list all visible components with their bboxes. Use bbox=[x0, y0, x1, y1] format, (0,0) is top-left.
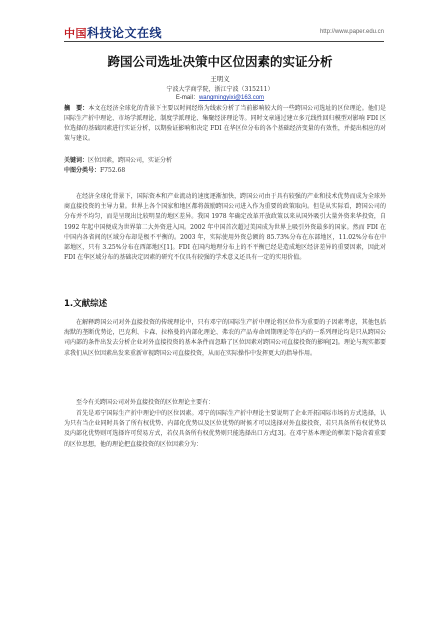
abstract bbox=[64, 104, 386, 144]
clc-value: F752.68 bbox=[100, 167, 126, 174]
abstract-label: 摘 要： bbox=[64, 105, 89, 112]
clc-label: 中图分类号： bbox=[64, 167, 101, 174]
logo-main-text: 科技论文在线 bbox=[87, 26, 163, 40]
logo-prefix: 中国 bbox=[64, 26, 87, 40]
intro-paragraph: 在经济全球化背景下，国际资本和产业流动的速度逐渐加快，跨国公司由于具有较强的产业和技术优势而成为全球外商直接投资的主导力量。世界上各个国家和地区都将鼓励跨国公司进入作为重要的政策取向。但是从实际看，跨国公司的分布并不均匀，而是呈现出比较明显的地区差异。我国 1978 年确定改革开放政策以来从国外吸引大量外资来华投资，自 1992 年起中国便成为世界第二大外资进入国。2002 年中国首次超过美国成为世界上吸引外资最多的国家。然而 FDI 在中国内各省间的区域分布却是极不平衡的。2003 年，实际使用外资总额的 85.73%分布在东部地区，11.02%分布在中部地区，只有 3.25%分布在西部地区[1]。FDI 在国内地理分布上的不平衡已经是造成地区经济差异的重要因素，因此对 FDI 在华区域分布的基础决定因素的研究不仅具有较强的学术意义还具有一定的实用价值。 bbox=[64, 193, 386, 262]
site-logo[interactable] bbox=[64, 24, 162, 41]
email-label: E-mail： bbox=[175, 95, 199, 101]
eclectic-paragraph: 首先是邓宁国际生产折中理论中的区位因素。邓宁的国际生产折中理论主要说明了企业开拓国际市场的方式选择，认为只有当企业同时具备了所有权优势、内部化优势以及区位优势的时候才可以选择对外直接投资，若只具备所有权优势以及内部化优势则可选择许可贸易方式，若仅具备所有权优势则只能选择出口方式[3]。在邓宁基本理论的框架下隐含着重要的区位思想，他的理论把直接投资的区位因素分为： bbox=[64, 410, 386, 448]
email-link[interactable]: wangmingyixi@163.com bbox=[198, 95, 265, 101]
header-divider bbox=[64, 41, 384, 42]
paper-author: 王明义 bbox=[210, 75, 230, 83]
review-paragraph-2: 至今有关跨国公司对外直接投资的区位理论主要有： bbox=[76, 399, 215, 406]
paper-title: 跨国公司选址决策中区位因素的实证分析 bbox=[107, 54, 333, 69]
abstract-text: 本文在经济全球化的背景下主要以时间经络为线索分析了当前影响较大的一些跨国公司选址的区位理论。他们是国际生产折中理论、市场学派理论、制度学派理论、集聚经济理论等。同时文章通过建立多元线性回归模型对影响 FDI 区位选择的基础因素进行实证分析，以期验证影响和决定 FDI 在华区位分布的各个基础经济变量的有效性，并提出相应的对策与建议。 bbox=[64, 105, 386, 142]
paper-affiliation: 宁波大学商学院，浙江宁波（315211） bbox=[166, 86, 274, 93]
review-paragraph: 在解释跨国公司对外直接投资的传统理论中，只有邓宁的国际生产折中理论将区位作为重要的子因素考虑，其他包括海默的垄断优势论，巴克利、卡森、拉格曼的内部化理论、弗农的产品寿命周期理论等在内的一系列理论均是只从跨国公司内部的条件出发去分析企业对外直接投资的基本条件而忽略了区位因素对跨国公司直接投资的影响[2]。理论与现实都要求我们从区位因素出发来重新审视跨国公司直接投资，从而在实际操作中发挥更大的指导作用。 bbox=[64, 319, 386, 357]
keywords-label: 关键词： bbox=[64, 157, 89, 164]
paper-email-line bbox=[0, 92, 440, 101]
keywords-text: 区位因素，跨国公司，实证分析 bbox=[88, 157, 173, 164]
keywords bbox=[64, 156, 386, 166]
site-url[interactable]: http://www.paper.edu.cn bbox=[319, 29, 384, 35]
site-header bbox=[0, 0, 440, 48]
classification bbox=[64, 166, 386, 176]
section-heading: 1.文献综述 bbox=[64, 299, 108, 309]
